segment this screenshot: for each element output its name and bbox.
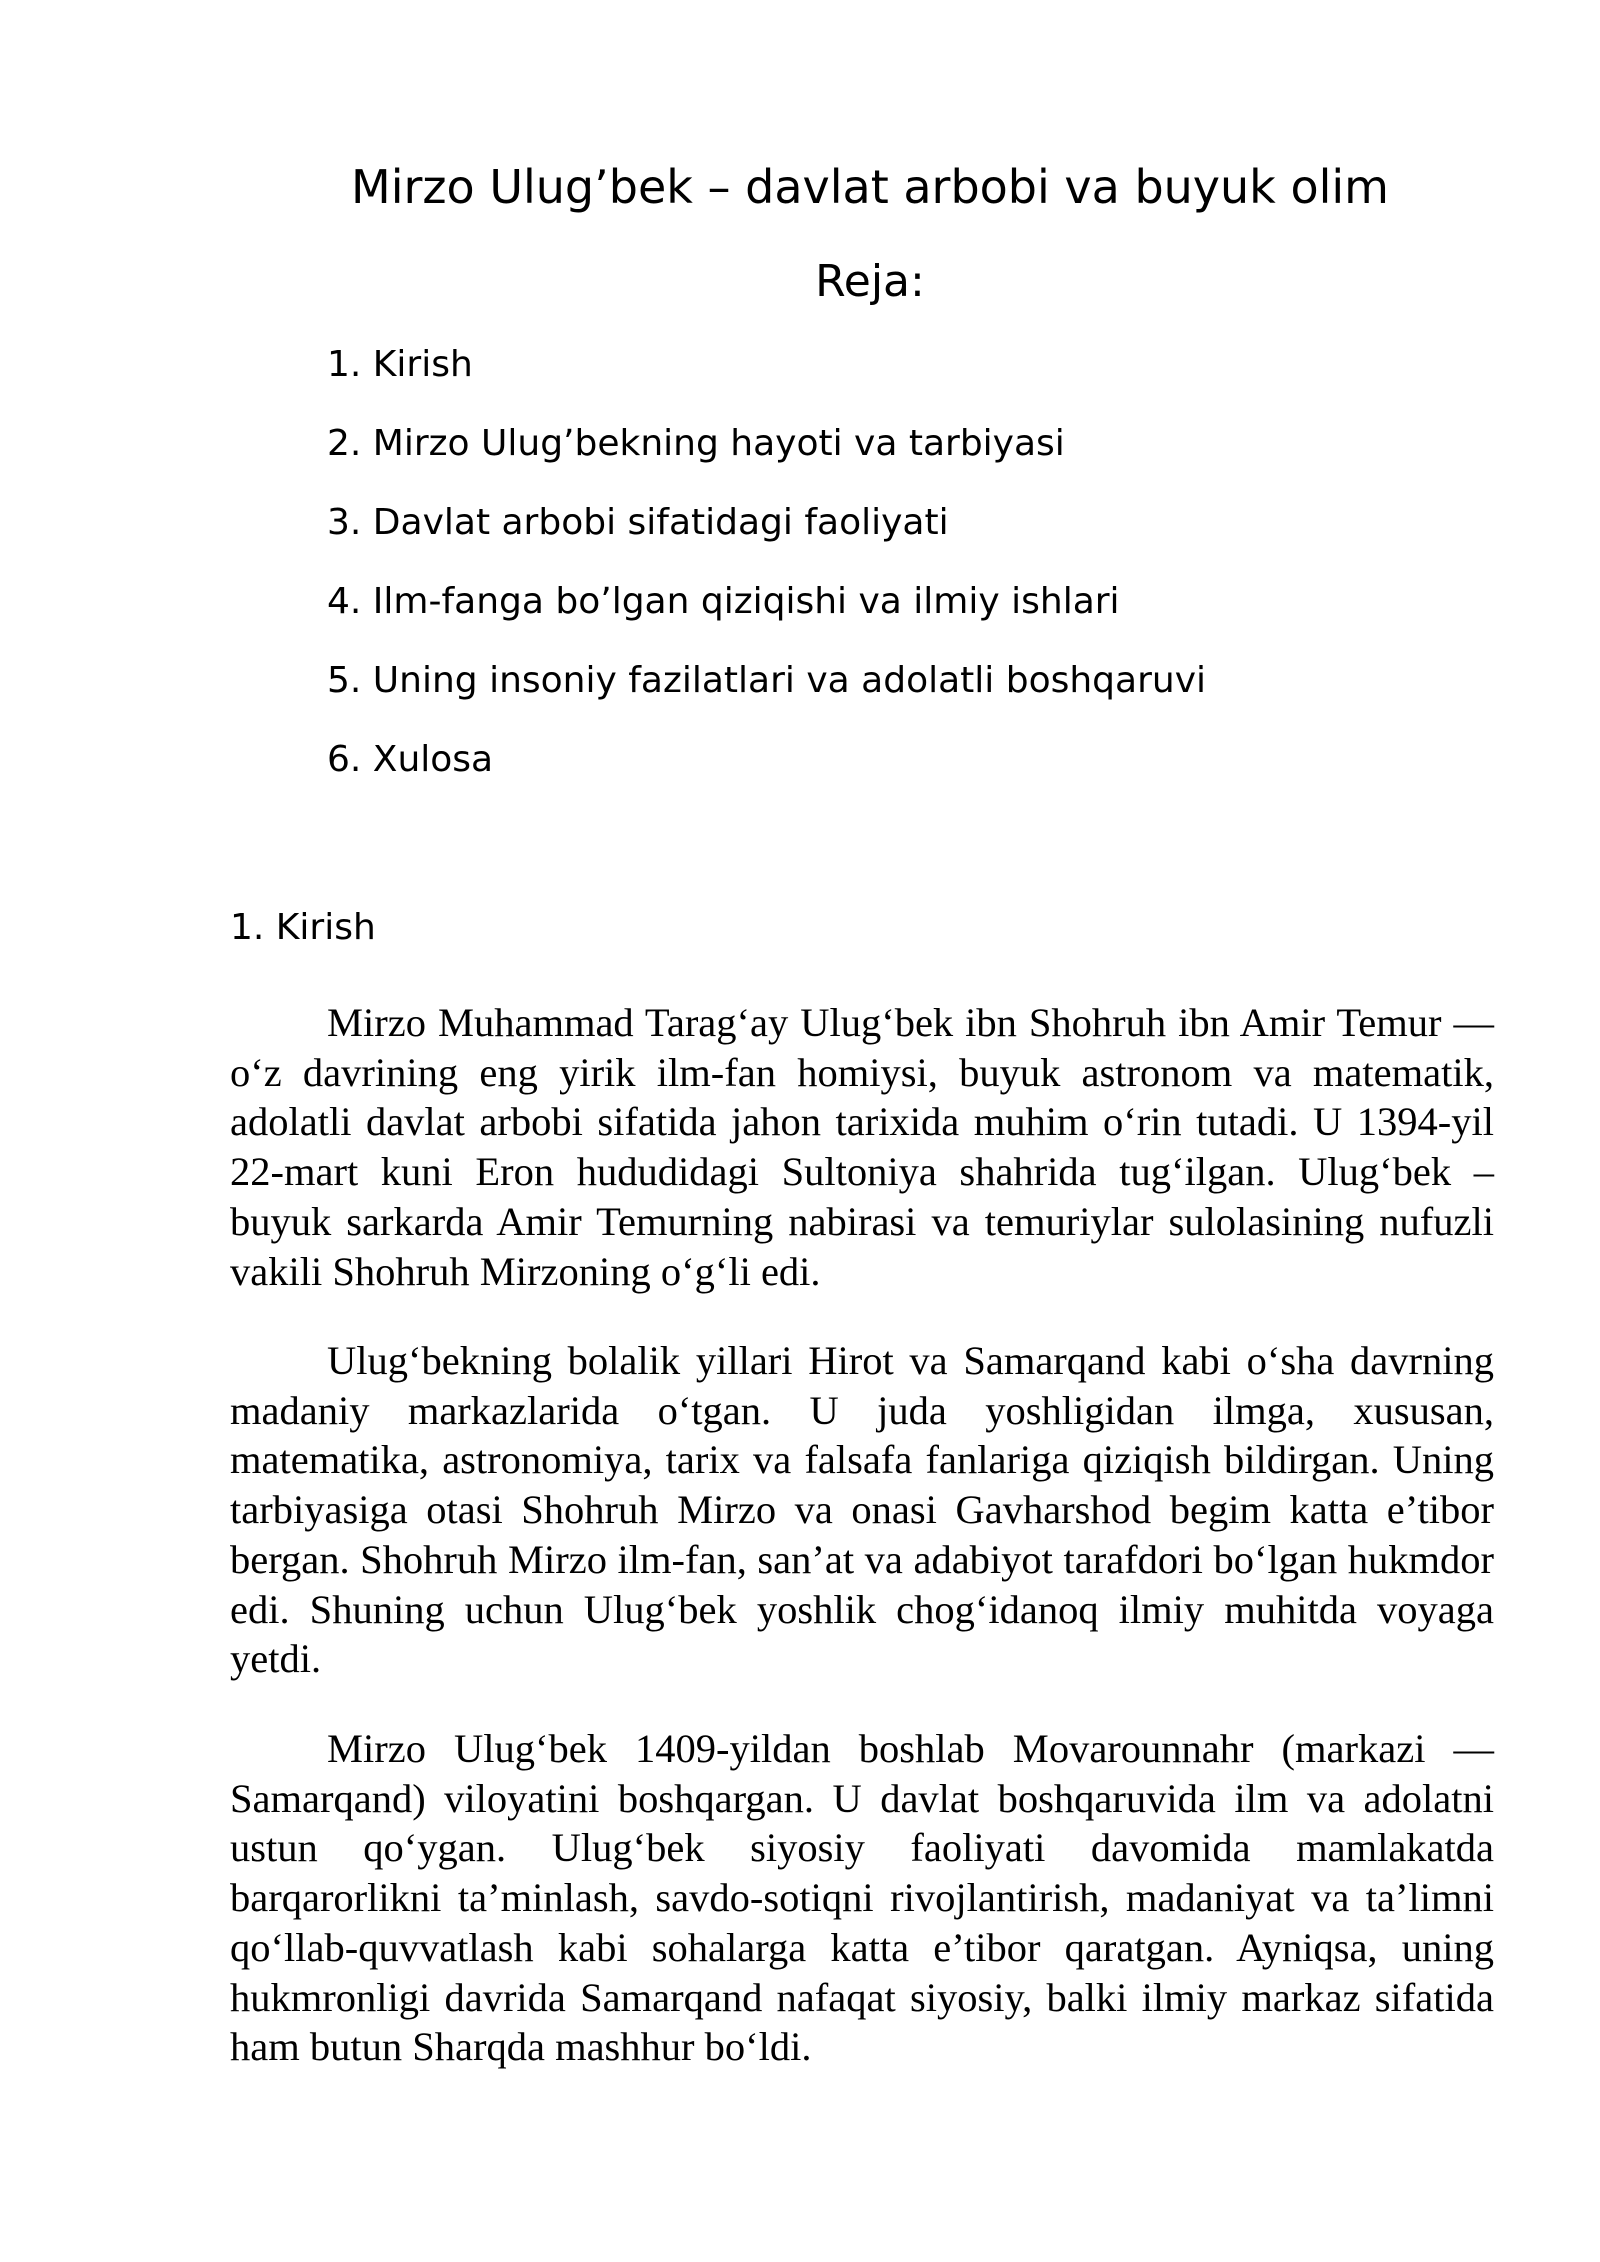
plan-item-4: 4. Ilm-fanga bo’lgan qiziqishi va ilmiy ishlari xyxy=(327,581,1120,622)
plan-heading: Reja: xyxy=(815,256,925,307)
paragraph-3: Mirzo Ulug‘bek 1409-yildan boshlab Movarounnahr (markazi — Samarqand) viloyatini boshqargan. U davlat boshqaruvida ilm va adolatni ustun qo‘ygan. Ulug‘bek siyosiy faoliyati davomida mamlakatda barqarorlikni ta’minlash, savdo-sotiqni rivojlantirish, madaniyat va ta’limni qo‘llab-quvvatlash kabi sohalarga katta e’tibor qaratgan. Ayniqsa, uning hukmronligi davrida Samarqand nafaqat siyosiy, balki ilmiy markaz sifatida ham butun Sharqda mashhur bo‘ldi. xyxy=(230,1726,1494,2070)
document-title: Mirzo Ulug’bek – davlat arbobi va buyuk olim xyxy=(351,160,1389,214)
section-heading-intro: 1. Kirish xyxy=(230,907,376,948)
paragraph-2: Ulug‘bekning bolalik yillari Hirot va Samarqand kabi o‘sha davrning madaniy markazlarida o‘tgan. U juda yoshligidan ilmga, xususan, matematika, astronomiya, tarix va falsafa fanlariga qiziqish bildirgan. Uning tarbiyasiga otasi Shohruh Mirzo va onasi Gavharshod begim katta e’tibor bergan. Shohruh Mirzo ilm-fan, san’at va adabiyot tarafdori bo‘lgan hukmdor edi. Shuning uchun Ulug‘bek yoshlik chog‘idanoq ilmiy muhitda voyaga yetdi. xyxy=(230,1338,1494,1682)
paragraph-1: Mirzo Muhammad Tarag‘ay Ulug‘bek ibn Shohruh ibn Amir Temur — o‘z davrining eng yirik ilm-fan homiysi, buyuk astronom va matematik, adolatli davlat arbobi sifatida jahon tarixida muhim o‘rin tutadi. U 1394-yil 22-mart kuni Eron hududidagi Sultoniya shahrida tug‘ilgan. Ulug‘bek – buyuk sarkarda Amir Temurning nabirasi va temuriylar sulolasining nufuzli vakili Shohruh Mirzoning o‘g‘li edi. xyxy=(230,1000,1494,1294)
plan-item-2: 2. Mirzo Ulug’bekning hayoti va tarbiyasi xyxy=(327,423,1065,464)
plan-item-6: 6. Xulosa xyxy=(327,739,494,780)
plan-item-3: 3. Davlat arbobi sifatidagi faoliyati xyxy=(327,502,949,543)
plan-item-5: 5. Uning insoniy fazilatlari va adolatli boshqaruvi xyxy=(327,660,1207,701)
plan-list xyxy=(327,334,1206,808)
plan-item-1: 1. Kirish xyxy=(327,344,473,385)
